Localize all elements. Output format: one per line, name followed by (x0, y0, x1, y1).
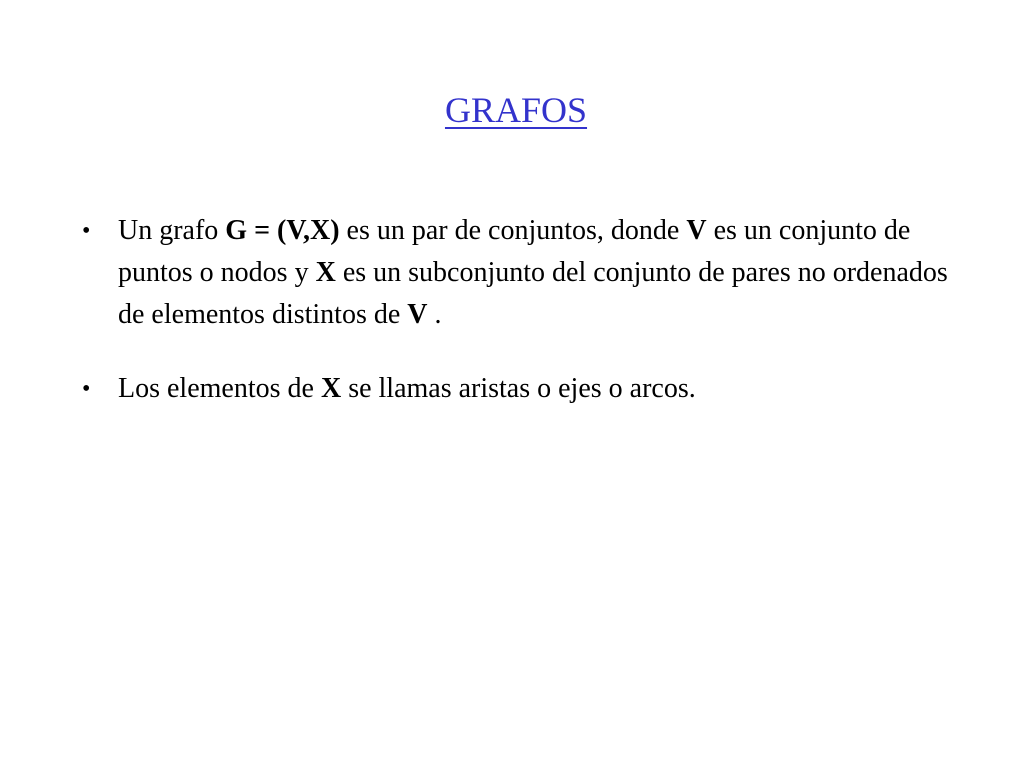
bullet-dot-icon: • (82, 376, 91, 402)
text-segment: es un conjunto de puntos o nodos y (118, 215, 911, 288)
text-segment: se llamas aristas o ejes o arcos. (341, 373, 696, 404)
slide-title (0, 88, 1024, 132)
bullet-list (82, 210, 952, 410)
bold-segment: X (315, 257, 336, 288)
slide-title-text: GRAFOS (444, 90, 588, 130)
bold-segment: X (320, 373, 342, 404)
text-segment: Un grafo (118, 215, 226, 246)
bullet-item-definition (82, 210, 952, 336)
text-segment: . (427, 299, 442, 330)
text-segment: Los elementos de (118, 373, 321, 404)
bold-segment: V (686, 215, 707, 246)
text-segment: es un par de conjuntos, donde (339, 215, 687, 246)
bullet-item-edges (82, 368, 952, 410)
bold-segment: V (407, 299, 428, 330)
bullet-text (118, 373, 696, 404)
text-segment: es un subconjunto del conjunto de pares no ordenados de elementos distintos de (118, 257, 948, 330)
bold-segment: G = (V,X) (225, 215, 340, 246)
bullet-dot-icon: • (82, 218, 91, 244)
bullet-text (118, 215, 948, 330)
